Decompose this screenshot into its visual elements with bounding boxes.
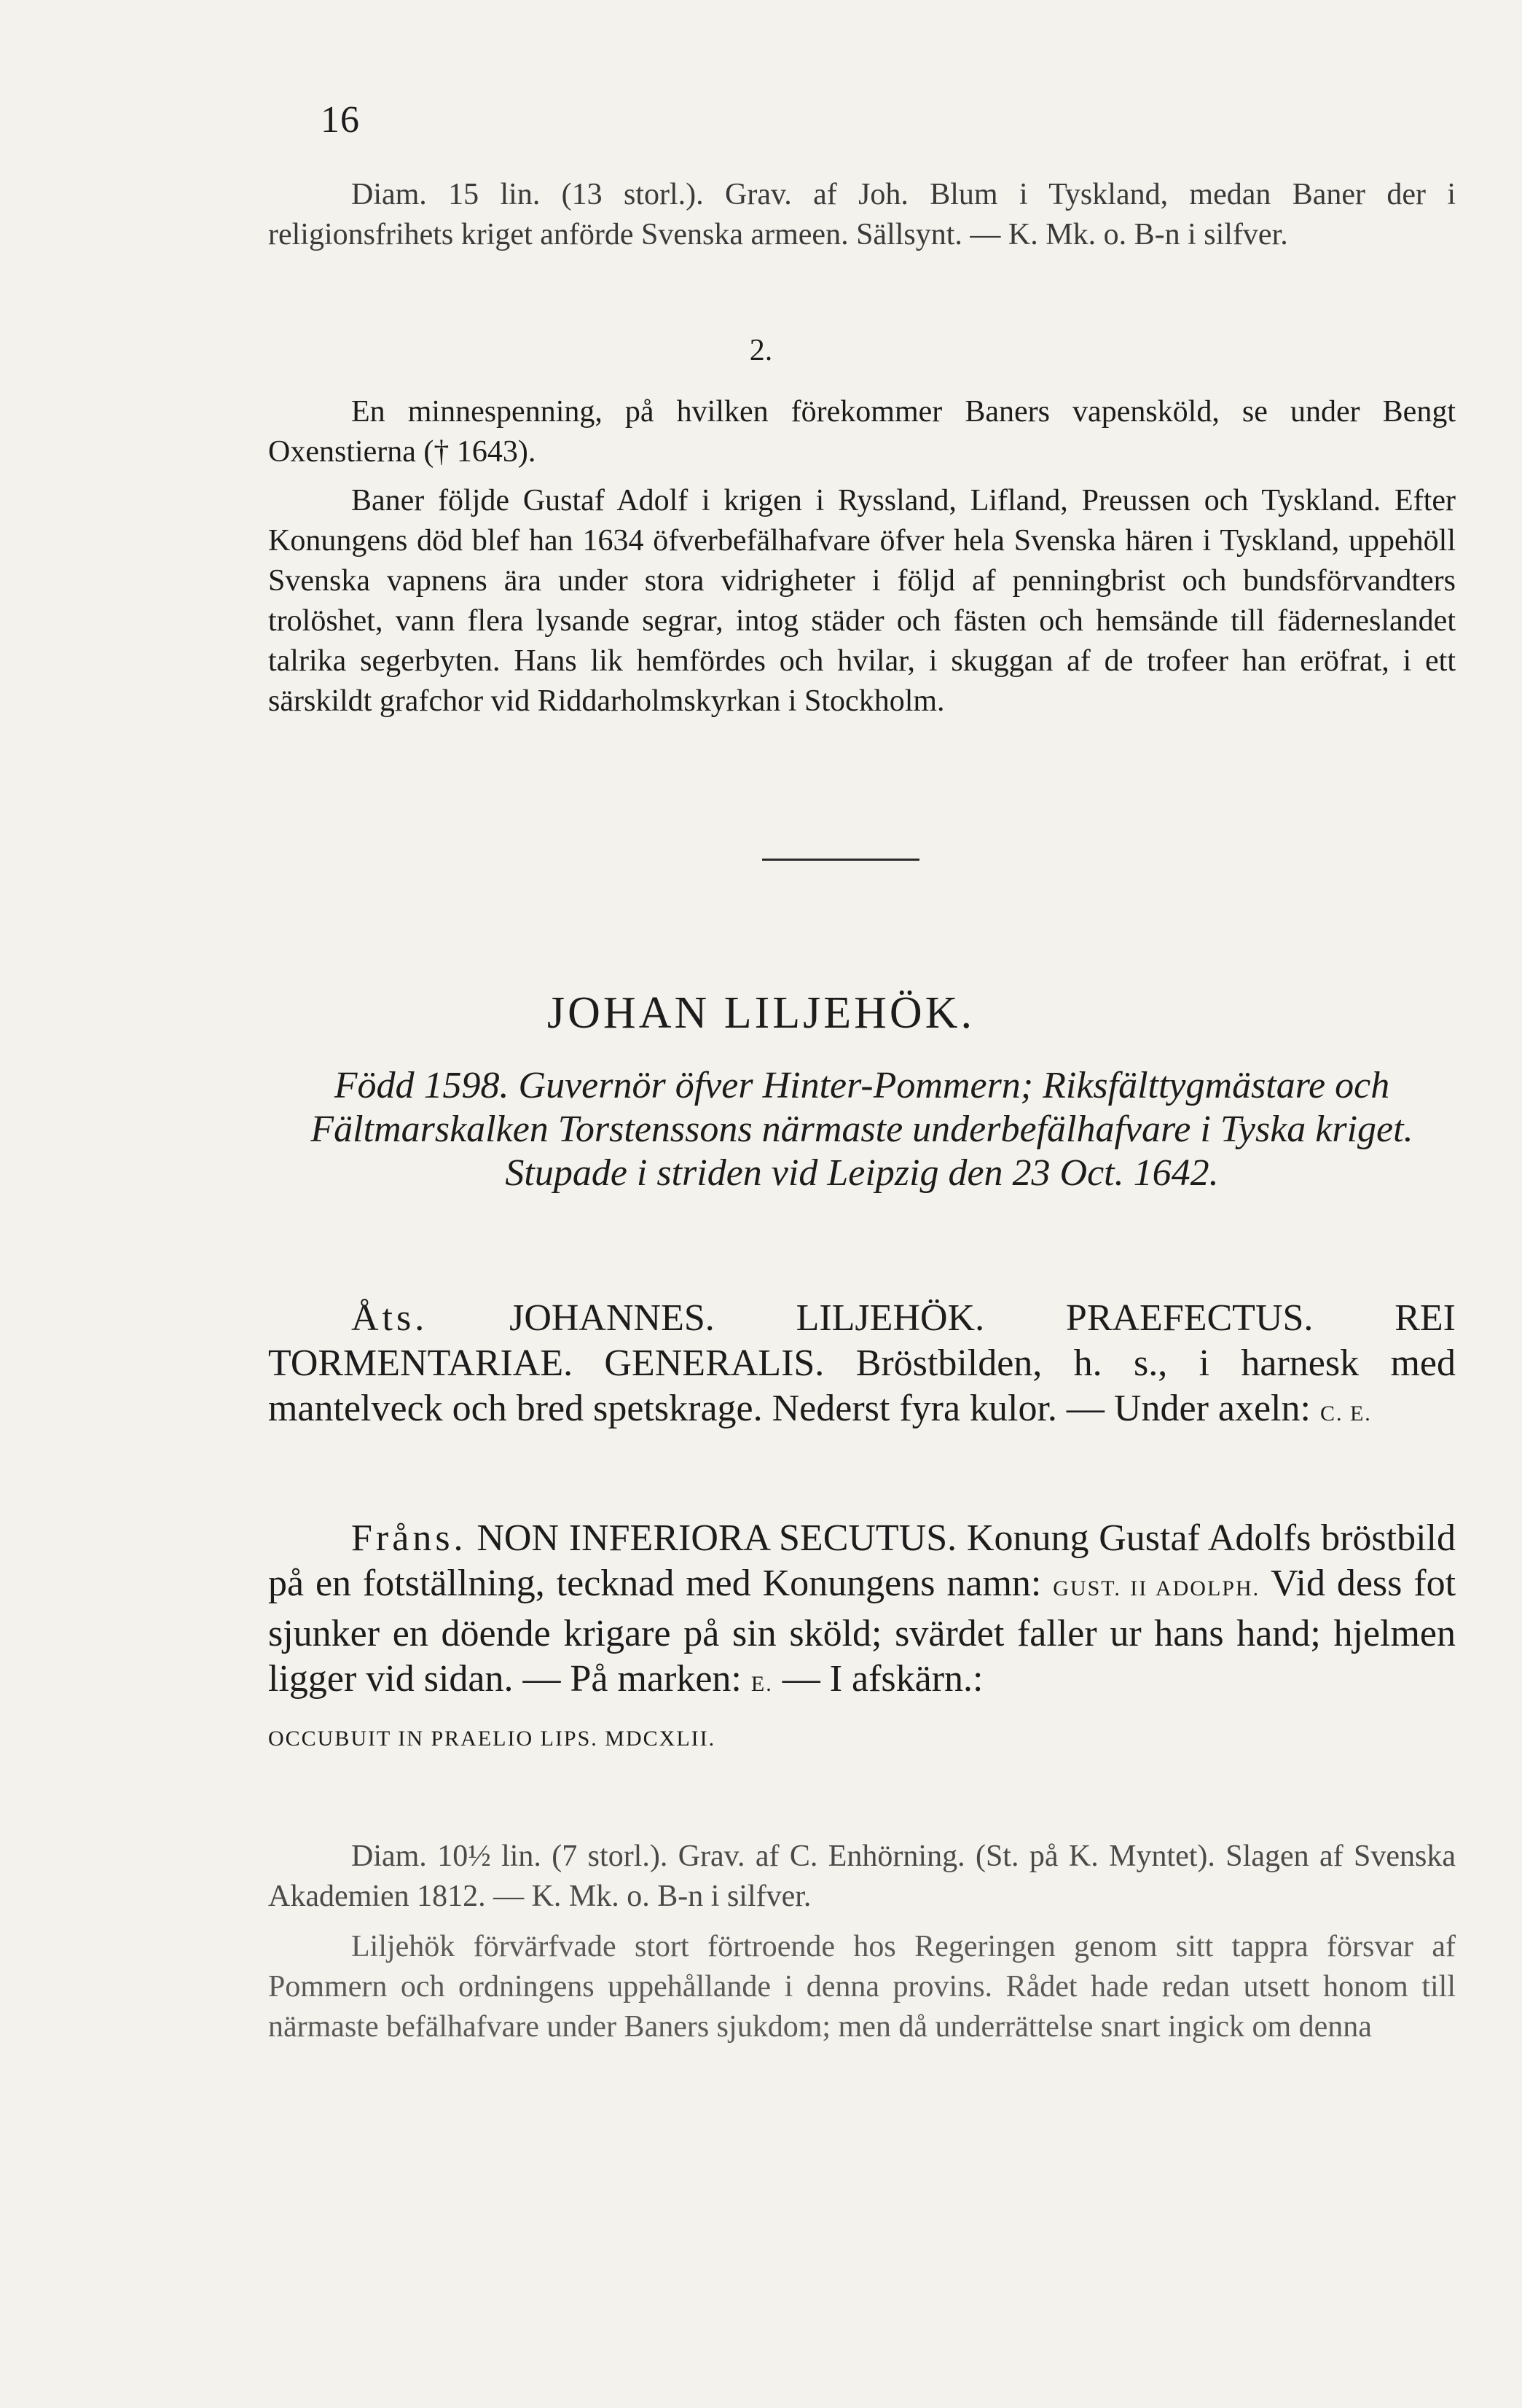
baner-biography: Baner följde Gustaf Adolf i krigen i Ryssland, Lifland, Preussen och Tyskland. Efter Konungens död blef han 1634 öfverbefälhafvare öfver hela Svenska hären i Tyskland, uppehöll Svenska vapnens ära under stora vidrigheter i följd af penningbrist och bundsförvandters trolöshet, vann flera lysande segrar, intog städer och fästen och hemsände till fäderneslandet talrika segerbyten. Hans lik hemfördes och hvilar, i skuggan af de trofeer han eröfrat, i ett särskildt grafchor vid Riddarholmskyrkan i Stockholm. [268,484,1456,718]
reverse-paragraph [268,1516,1456,1707]
section-divider [762,859,919,861]
liljehok-diameter: Diam. 10½ lin. (7 storl.). Grav. af C. Enhörning. (St. på K. Myntet). Slagen af Svenska Akademien 1812. — K. Mk. o. B-n i silfver. [268,1840,1456,1913]
reverse-label: Fråns. [351,1517,467,1559]
reverse-text-2: Vid dess fot sjunker en döende krigare på sin sköld; svärdet faller ur hans hand; hjelmen ligger vid sidan. — På marken: [268,1563,1456,1700]
item2-description: En minnespenning, på hvilken förekommer Baners vapensköld, se under Bengt Oxenstierna († 1643). [268,395,1456,469]
obverse-paragraph [268,1296,1456,1436]
item1-description: Diam. 15 lin. (13 storl.). Grav. af Joh. Blum i Tyskland, medan Baner der i religionsfrihets kriget anförde Svenska armeen. Sällsynt. — K. Mk. o. B-n i silfver. [268,178,1456,251]
diameter-block [268,1837,1456,2047]
reverse-block [268,1516,1456,1762]
reverse-text-3: — I afskärn.: [782,1658,984,1700]
reverse-exergue: OCCUBUIT IN PRAELIO LIPS. MDCXLII. [268,1727,716,1751]
entry-subtitle: Född 1598. Guvernör öfver Hinter-Pommern; Riksfälttygmästare och Fältmarskalken Torstenssons närmaste underbefälhafvare i Tyska kriget. Stupade i striden vid Leipzig den 23 Oct. 1642. [310,1065,1413,1194]
obverse-block [268,1296,1456,1436]
item2-block [268,392,1456,722]
page-number: 16 [321,99,360,141]
obverse-label: Åts. [351,1297,428,1339]
reverse-text-1: NON INFERIORA SECUTUS. Konung Gustaf Adolfs bröstbild på en fotställning, tecknad med Konungens namn: [268,1517,1456,1604]
reverse-exergue-line [268,1711,1456,1762]
reverse-name: GUST. II ADOLPH. [1053,1576,1260,1600]
entry-heading: JOHAN LILJEHÖK. [547,988,975,1038]
obverse-text: JOHANNES. LILJEHÖK. PRAEFECTUS. REI TORMENTARIAE. GENERALIS. Bröstbilden, h. s., i harnesk med mantelveck och bred spetskrage. Nederst fyra kulor. — Under axeln: [268,1297,1456,1429]
liljehok-biography: Liljehök förvärfvade stort förtroende hos Regeringen genom sitt tappra försvar af Pommern och ordningens uppehållande i denna provins. Rådet hade redan utsett honom till närmaste befälhafvare under Baners sjukdom; men då underrättelse snart ingick om denna [268,1930,1456,2044]
reverse-mark: E. [750,1672,773,1696]
item1-block [268,175,1456,255]
section-number: 2. [749,334,773,367]
obverse-signature: C. E. [1319,1402,1372,1426]
